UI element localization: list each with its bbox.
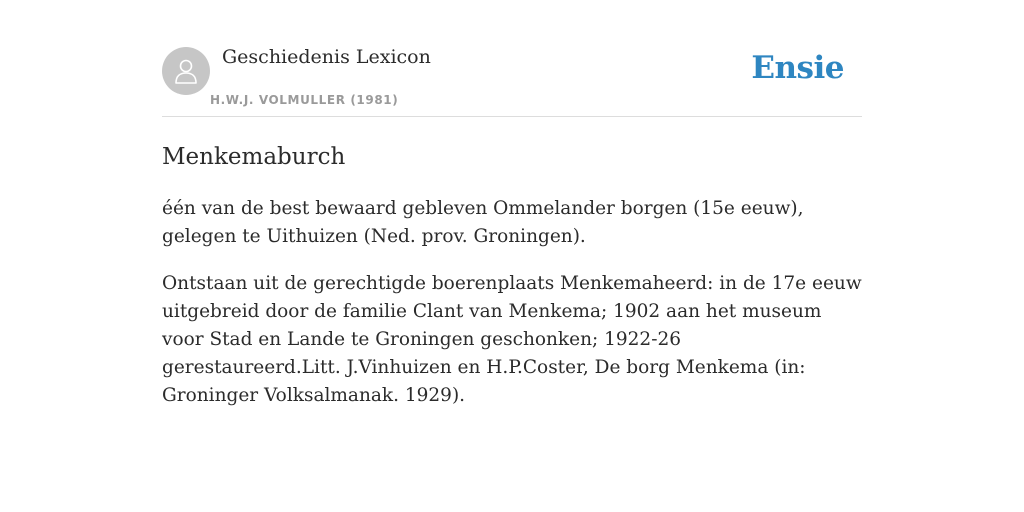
page-container [162,0,862,410]
ensie-logo[interactable]: Ensie [751,50,844,86]
person-outline-icon [172,56,200,86]
source-author: H.W.J. VOLMULLER (1981) [210,93,399,107]
user-avatar-icon[interactable] [162,47,210,95]
article-paragraph-2: Ontstaan uit de gerechtigde boerenplaats Menkemaheerd: in de 17e eeuw uitgebreid door de familie Clant van Menkema; 1902 aan het museum voor Stad en Lande te Groningen geschonken; 1922-26 gerestaureerd.Litt. J.Vinhuizen en H.P.Coster, De borg Menkema (in: Groninger Volksalmanak. 1929). [162,273,862,406]
article-paragraph-1: één van de best bewaard gebleven Ommelander borgen (15e eeuw), gelegen te Uithuizen (Ned. prov. Groningen). [162,198,804,247]
source-title-link[interactable]: Geschiedenis Lexicon [222,46,431,68]
source-header [162,0,862,117]
article-title: Menkemaburch [162,144,346,170]
